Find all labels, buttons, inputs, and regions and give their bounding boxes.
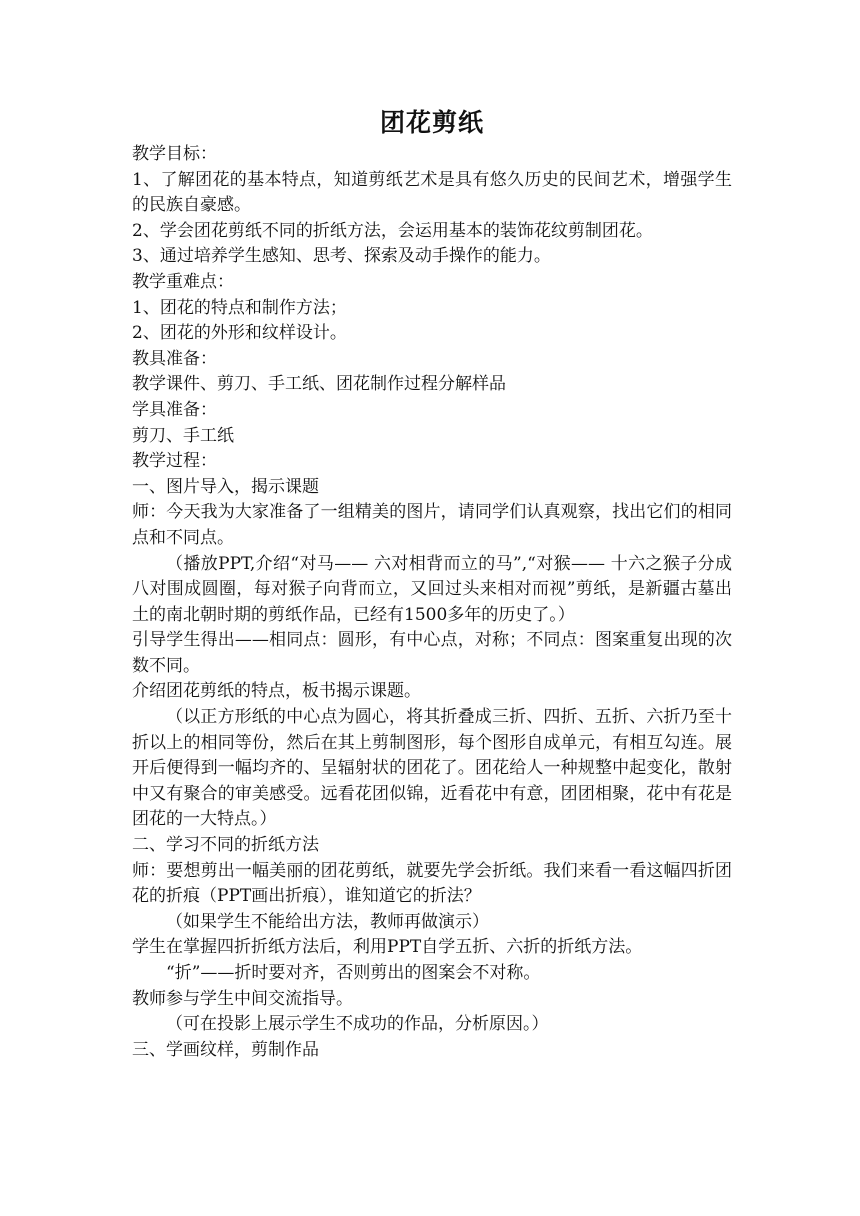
paragraph: 师：要想剪出一幅美丽的团花剪纸，就要先学会折纸。我们来看一看这幅四折团花的折痕（PPT画出折痕），谁知道它的折法？ (132, 860, 732, 907)
paragraph: 1、团花的特点和制作方法； (132, 297, 347, 318)
paragraph: 一、图片导入，揭示课题 (132, 476, 319, 497)
paragraph: 学具准备： (132, 399, 217, 420)
paragraph: 教师参与学生中间交流指导。 (132, 988, 353, 1009)
paragraph: 学生在掌握四折折纸方法后，利用PPT自学五折、六折的折纸方法。 (132, 937, 643, 958)
paragraph: 3、通过培养学生感知、思考、探索及动手操作的能力。 (132, 246, 551, 267)
paragraph: 教学课件、剪刀、手工纸、团花制作过程分解样品 (132, 374, 506, 395)
paragraph: “折”——折时要对齐，否则剪出的图案会不对称。 (166, 963, 541, 983)
document-body (132, 142, 732, 1063)
paragraph: 二、学习不同的折纸方法 (132, 835, 319, 856)
paragraph: 教学目标： (132, 144, 217, 164)
paragraph: 引导学生得出——相同点：圆形，有中心点，对称；不同点：图案重复出现的次数不同。 (132, 630, 732, 676)
paragraph: 1、了解团花的基本特点，知道剪纸艺术是具有悠久历史的民间艺术，增强学生的民族自豪感。 (132, 169, 732, 216)
paragraph: 教学过程： (132, 451, 217, 472)
paragraph: 2、团花的外形和纹样设计。 (132, 323, 347, 344)
document-title: 团花剪纸 (379, 108, 484, 137)
paragraph: 介绍团花剪纸的特点，板书揭示课题。 (132, 681, 421, 702)
paragraph: 2、学会团花剪纸不同的折纸方法，会运用基本的装饰花纹剪制团花。 (132, 220, 653, 241)
paragraph: （如果学生不能给出方法，教师再做演示） (166, 911, 489, 932)
paragraph: （播放PPT,介绍“对马—— 六对相背而立的马”,“对猴—— 十六之猴子分成八对围成圆圈，每对猴子向背而立，又回过头来相对而视”剪纸，是新疆古墓出土的南北朝时期的剪纸作品，已经有1500多年的历史了。） (132, 553, 732, 625)
paragraph: 教具准备： (132, 348, 217, 369)
paragraph: 师：今天我为大家准备了一组精美的图片，请同学们认真观察，找出它们的相同点和不同点。 (132, 502, 732, 548)
paragraph: （以正方形纸的中心点为圆心，将其折叠成三折、四折、五折、六折乃至十折以上的相同等份，然后在其上剪制图形，每个图形自成单元，有相互勾连。展开后便得到一幅均齐的、呈辐射状的团花了。团花给人一种规整中起变化，散射中又有聚合的审美感受。远看花团似锦，近看花中有意，团团相聚，花中有花是团花的一大特点。） (132, 707, 732, 830)
paragraph: 剪刀、手工纸 (132, 425, 234, 446)
paragraph: 三、学画纹样，剪制作品 (132, 1039, 319, 1060)
paragraph: 教学重难点： (132, 271, 234, 292)
document-page (132, 104, 732, 1063)
paragraph: （可在投影上展示学生不成功的作品，分析原因。） (166, 1014, 549, 1035)
